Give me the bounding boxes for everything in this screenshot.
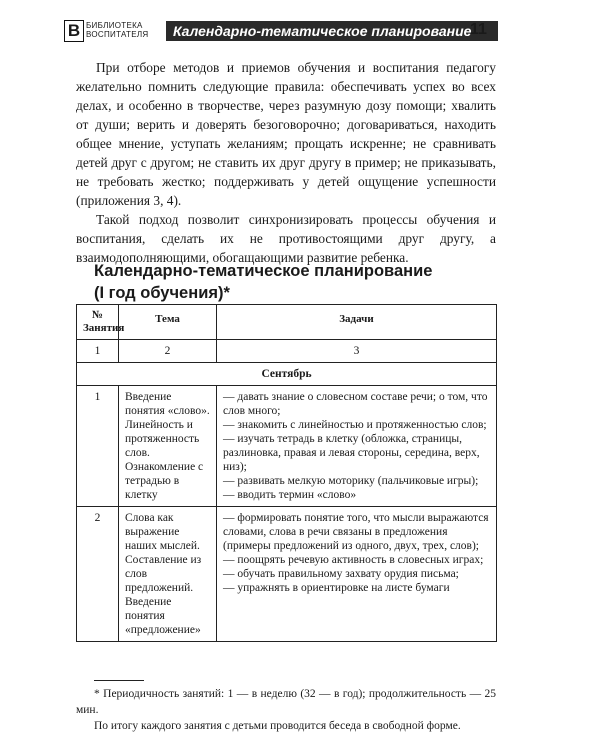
section-title bbox=[94, 260, 494, 304]
series-name-line1: БИБЛИОТЕКА bbox=[86, 21, 143, 30]
column-number: 2 bbox=[119, 340, 217, 363]
column-number: 1 bbox=[77, 340, 119, 363]
series-name bbox=[86, 21, 160, 39]
paragraph: При отборе методов и приемов обучения и воспитания педагогу желательно помнить следующие правила: обеспечивать успех во всех делах, и особенно в творчестве, через разумную дозу помощи; хвалить от души; верить и доверять безоговорочно; договариваться, находить общее мнение, уступать желаниям; прощать искренне; не сравнивать детей друг с другом; не ставить их друг другу в пример; не приказывать, не требовать жестко; поддерживать у детей ощущение успешности (приложения 3, 4). bbox=[76, 60, 496, 208]
section-title-line2: (I год обучения)* bbox=[94, 284, 230, 302]
section-title-line1: Календарно-тематическое планирование bbox=[94, 262, 433, 280]
logo-letter: В bbox=[67, 21, 81, 40]
footnote-rule bbox=[94, 680, 144, 681]
lesson-tasks bbox=[217, 386, 497, 507]
task-item: — вводить термин «слово» bbox=[223, 489, 357, 501]
series-name-line2: ВОСПИТАТЕЛЯ bbox=[86, 30, 149, 39]
header-topic: Тема bbox=[119, 305, 217, 340]
table-row bbox=[77, 507, 497, 642]
series-logo-icon bbox=[64, 20, 84, 42]
lesson-topic bbox=[119, 386, 217, 507]
footnote-after: По итогу каждого занятия с детьми проводится беседа в свободной форме. bbox=[94, 720, 461, 732]
task-item: — развивать мелкую моторику (пальчиковые игры); bbox=[223, 475, 479, 487]
task-item: — обучать правильному захвату орудия письма; bbox=[223, 568, 459, 580]
lesson-tasks bbox=[217, 507, 497, 642]
footnote bbox=[76, 686, 496, 734]
table-row bbox=[77, 386, 497, 507]
body-text bbox=[76, 58, 496, 267]
header-tasks: Задачи bbox=[217, 305, 497, 340]
task-item: — поощрять речевую активность в словесных играх; bbox=[223, 554, 484, 566]
month-label: Сентябрь bbox=[77, 363, 497, 386]
task-item: — давать знание о словесном составе речи; о том, что слов много; bbox=[223, 391, 488, 417]
lesson-topic bbox=[119, 507, 217, 642]
topic-text: Слова как выражение наших мыслей. Составление из слов предложений. Введение понятия «предложение» bbox=[125, 512, 202, 636]
task-item: — знакомить с линейностью и протяженностью слов; bbox=[223, 419, 487, 431]
task-item: — упражнять в ориентировке на листе бумаги bbox=[223, 582, 450, 594]
running-header bbox=[64, 20, 498, 42]
task-item: — изучать тетрадь в клетку (обложка, страницы, разлиновка, правая и левая стороны, середина, верх, низ); bbox=[223, 433, 480, 473]
table-header-row bbox=[77, 305, 497, 340]
plan-table bbox=[76, 304, 497, 642]
month-row bbox=[77, 363, 497, 386]
column-number: 3 bbox=[217, 340, 497, 363]
page-number: 11 bbox=[470, 21, 487, 38]
running-title: Календарно-тематическое планирование bbox=[166, 21, 498, 41]
paragraph: Такой подход позволит синхронизировать процессы обучения и воспитания, сделать их не противостоящими друг другу, а взаимодополняющими, обогащающими развитие ребенка. bbox=[76, 212, 496, 265]
task-item: — формировать понятие того, что мысли выражаются словами, слова в речи связаны в предложения (примеры предложений из одного, двух, трех, слов); bbox=[223, 512, 489, 552]
lesson-number: 2 bbox=[77, 507, 119, 642]
footnote-note: * Периодичность занятий: 1 — в неделю (32 — в год); продолжительность — 25 мин. bbox=[76, 688, 496, 716]
column-number-row bbox=[77, 340, 497, 363]
lesson-number: 1 bbox=[77, 386, 119, 507]
topic-text: Введение понятия «слово». Линейность и протяженность слов. Ознакомление с тетрадью в клетку bbox=[125, 391, 210, 501]
header-lesson-number: № Занятия bbox=[77, 305, 119, 340]
